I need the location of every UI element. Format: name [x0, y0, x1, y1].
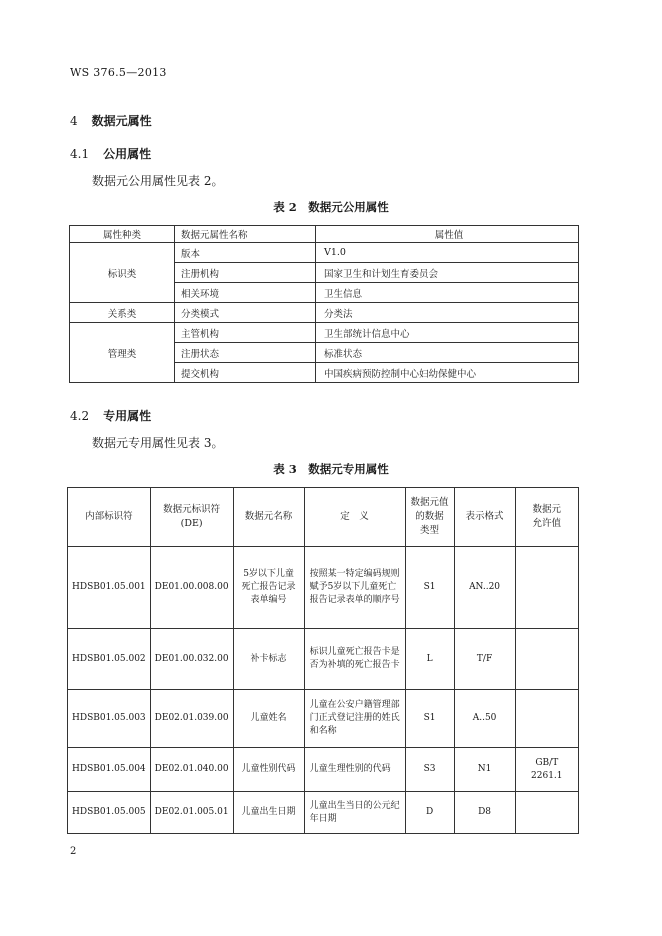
table-header-row [70, 226, 579, 243]
de-id-cell: DE02.01.005.01 [150, 792, 233, 834]
table-row [68, 629, 579, 690]
internal-id-cell: HDSB01.05.004 [68, 748, 151, 792]
element-name-cell: 5岁以下儿童死亡报告记录表单编号 [233, 547, 304, 629]
section-4-1-paragraph: 数据元公用属性见表 2。 [92, 174, 224, 188]
header-cell: 定 义 [304, 488, 405, 547]
category-cell: 管理类 [70, 323, 175, 383]
format-cell: D8 [454, 792, 515, 834]
table-row [68, 792, 579, 834]
attribute-name-cell: 提交机构 [175, 363, 316, 383]
header-cell: 数据元名称 [233, 488, 304, 547]
header-cell: 表示格式 [454, 488, 515, 547]
header-cell: 数据元标识符 (DE) [150, 488, 233, 547]
section-number: 4.2 [70, 409, 90, 423]
section-4-heading [70, 112, 152, 129]
de-id-cell: DE02.01.040.00 [150, 748, 233, 792]
element-name-cell: 补卡标志 [233, 629, 304, 690]
header-cell: 内部标识符 [68, 488, 151, 547]
table-row [68, 690, 579, 748]
section-4-1-heading [70, 145, 151, 162]
attribute-value-cell: 中国疾病预防控制中心妇幼保健中心 [316, 363, 579, 383]
category-cell: 关系类 [70, 303, 175, 323]
section-title: 专用属性 [103, 409, 152, 423]
data-type-cell: S1 [405, 547, 454, 629]
attribute-name-cell: 分类模式 [175, 303, 316, 323]
header-cell: 属性值 [316, 226, 579, 243]
section-4-2-heading [70, 407, 151, 424]
table-2 [69, 225, 579, 383]
format-cell: AN..20 [454, 547, 515, 629]
attribute-value-cell: 标准状态 [316, 343, 579, 363]
table-row [70, 323, 579, 343]
attribute-value-cell: 卫生信息 [316, 283, 579, 303]
attribute-value-cell: V1.0 [316, 243, 579, 263]
internal-id-cell: HDSB01.05.003 [68, 690, 151, 748]
de-id-cell: DE02.01.039.00 [150, 690, 233, 748]
definition-cell: 按照某一特定编码规则赋予5岁以下儿童死亡报告记录表单的顺序号 [304, 547, 405, 629]
element-name-cell: 儿童出生日期 [233, 792, 304, 834]
section-number: 4.1 [70, 147, 90, 161]
attribute-name-cell: 注册状态 [175, 343, 316, 363]
internal-id-cell: HDSB01.05.002 [68, 629, 151, 690]
definition-cell: 儿童生理性别的代码 [304, 748, 405, 792]
header-cell: 数据元值 的数据 类型 [405, 488, 454, 547]
section-number: 4 [70, 114, 78, 128]
table-row [68, 547, 579, 629]
element-name-cell: 儿童姓名 [233, 690, 304, 748]
table-row [70, 303, 579, 323]
definition-cell: 儿童在公安户籍管理部门正式登记注册的姓氏和名称 [304, 690, 405, 748]
attribute-value-cell: 分类法 [316, 303, 579, 323]
header-cell: 数据元属性名称 [175, 226, 316, 243]
allowed-values-cell: GB/T 2261.1 [515, 748, 578, 792]
element-name-cell: 儿童性别代码 [233, 748, 304, 792]
definition-cell: 标识儿童死亡报告卡是否为补填的死亡报告卡 [304, 629, 405, 690]
data-type-cell: L [405, 629, 454, 690]
table-header-row [68, 488, 579, 547]
allowed-values-cell [515, 547, 578, 629]
attribute-name-cell: 相关环境 [175, 283, 316, 303]
internal-id-cell: HDSB01.05.001 [68, 547, 151, 629]
section-title: 公用属性 [103, 147, 152, 161]
format-cell: A..50 [454, 690, 515, 748]
allowed-values-cell [515, 629, 578, 690]
data-type-cell: D [405, 792, 454, 834]
attribute-name-cell: 注册机构 [175, 263, 316, 283]
format-cell: N1 [454, 748, 515, 792]
attribute-name-cell: 主管机构 [175, 323, 316, 343]
attribute-value-cell: 卫生部统计信息中心 [316, 323, 579, 343]
allowed-values-cell [515, 690, 578, 748]
table-2-caption: 表 2 数据元公用属性 [273, 200, 389, 214]
allowed-values-cell [515, 792, 578, 834]
header-cell: 数据元 允许值 [515, 488, 578, 547]
de-id-cell: DE01.00.032.00 [150, 629, 233, 690]
data-type-cell: S3 [405, 748, 454, 792]
category-cell: 标识类 [70, 243, 175, 303]
table-3 [67, 487, 579, 834]
page-number: 2 [70, 846, 77, 857]
section-title: 数据元属性 [91, 114, 152, 128]
attribute-value-cell: 国家卫生和计划生育委员会 [316, 263, 579, 283]
table-row [68, 748, 579, 792]
data-type-cell: S1 [405, 690, 454, 748]
header-cell: 属性种类 [70, 226, 175, 243]
standard-code: WS 376.5—2013 [70, 66, 167, 79]
table-row [70, 243, 579, 263]
attribute-name-cell: 版本 [175, 243, 316, 263]
definition-cell: 儿童出生当日的公元纪年日期 [304, 792, 405, 834]
format-cell: T/F [454, 629, 515, 690]
de-id-cell: DE01.00.008.00 [150, 547, 233, 629]
section-4-2-paragraph: 数据元专用属性见表 3。 [92, 436, 224, 450]
table-3-caption: 表 3 数据元专用属性 [273, 462, 389, 476]
internal-id-cell: HDSB01.05.005 [68, 792, 151, 834]
